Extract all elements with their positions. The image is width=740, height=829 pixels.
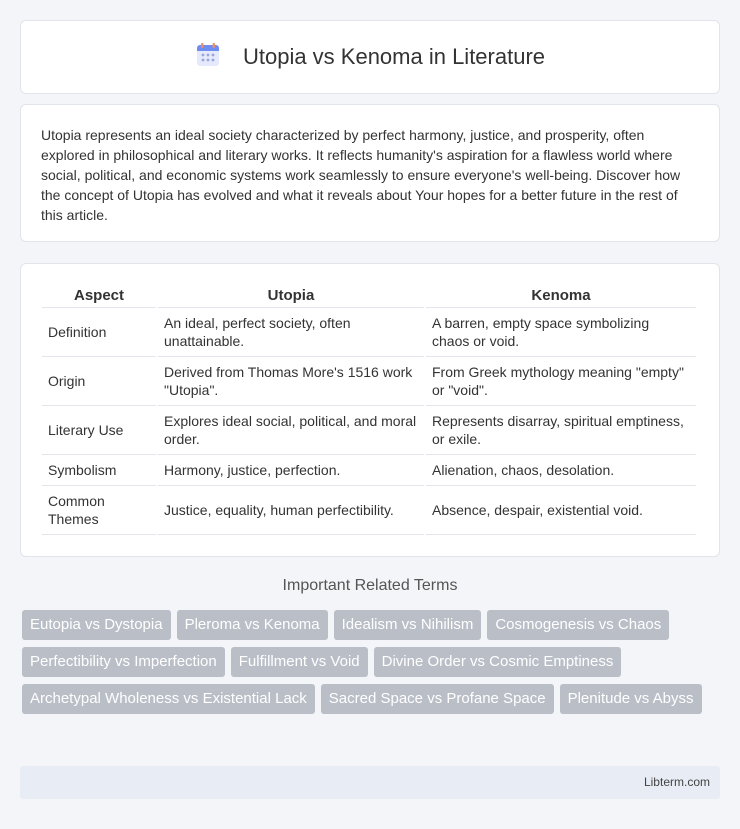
related-term-tag[interactable]: Divine Order vs Cosmic Emptiness	[374, 647, 622, 677]
row-kenoma: A barren, empty space symbolizing chaos or void.	[426, 308, 696, 357]
footer	[20, 766, 720, 799]
header-utopia: Utopia	[158, 284, 424, 308]
related-term-tag[interactable]: Archetypal Wholeness vs Existential Lack	[22, 684, 315, 714]
table-row	[42, 406, 696, 455]
related-term-tag[interactable]: Plenitude vs Abyss	[560, 684, 702, 714]
table-row	[42, 308, 696, 357]
related-term-tag[interactable]: Eutopia vs Dystopia	[22, 610, 171, 640]
row-kenoma: Represents disarray, spiritual emptiness, or exile.	[426, 406, 696, 455]
row-aspect: Literary Use	[42, 406, 156, 455]
row-aspect: Definition	[42, 308, 156, 357]
related-terms-list	[22, 610, 722, 714]
table-row	[42, 357, 696, 406]
related-term-tag[interactable]: Fulfillment vs Void	[231, 647, 368, 677]
row-aspect: Origin	[42, 357, 156, 406]
row-utopia: Justice, equality, human perfectibility.	[158, 486, 424, 535]
comparison-card	[20, 263, 720, 557]
row-kenoma: Absence, despair, existential void.	[426, 486, 696, 535]
related-term-tag[interactable]: Cosmogenesis vs Chaos	[487, 610, 669, 640]
related-term-tag[interactable]: Pleroma vs Kenoma	[177, 610, 328, 640]
header-card	[20, 20, 720, 94]
row-aspect: Common Themes	[42, 486, 156, 535]
related-term-tag[interactable]: Idealism vs Nihilism	[334, 610, 482, 640]
row-kenoma: Alienation, chaos, desolation.	[426, 455, 696, 486]
calendar-grid-icon	[195, 42, 221, 73]
intro-paragraph: Utopia represents an ideal society characterized by perfect harmony, justice, and prosperity, often explored in philosophical and literary works. It reflects humanity's aspiration for a flawless world where social, political, and economic systems work seamlessly to ensure everyone's well-being. Discover how the concept of Utopia has evolved and what it reveals about Your hopes for a better future in the rest of this article.	[41, 127, 681, 223]
row-aspect: Symbolism	[42, 455, 156, 486]
related-term-tag[interactable]: Sacred Space vs Profane Space	[321, 684, 554, 714]
table-header-row	[42, 284, 696, 308]
row-utopia: Derived from Thomas More's 1516 work "Utopia".	[158, 357, 424, 406]
related-terms-heading: Important Related Terms	[282, 577, 458, 594]
related-term-tag[interactable]: Perfectibility vs Imperfection	[22, 647, 225, 677]
header-kenoma: Kenoma	[426, 284, 696, 308]
footer-brand-link[interactable]: Libterm.com	[643, 775, 710, 789]
table-row	[42, 486, 696, 535]
row-kenoma: From Greek mythology meaning "empty" or "void".	[426, 357, 696, 406]
row-utopia: Explores ideal social, political, and moral order.	[158, 406, 424, 455]
page-title: Utopia vs Kenoma in Literature	[242, 44, 546, 69]
table-row	[42, 455, 696, 486]
comparison-table	[40, 284, 698, 535]
header-aspect: Aspect	[42, 284, 156, 308]
row-utopia: Harmony, justice, perfection.	[158, 455, 424, 486]
intro-card	[20, 104, 720, 242]
row-utopia: An ideal, perfect society, often unattainable.	[158, 308, 424, 357]
